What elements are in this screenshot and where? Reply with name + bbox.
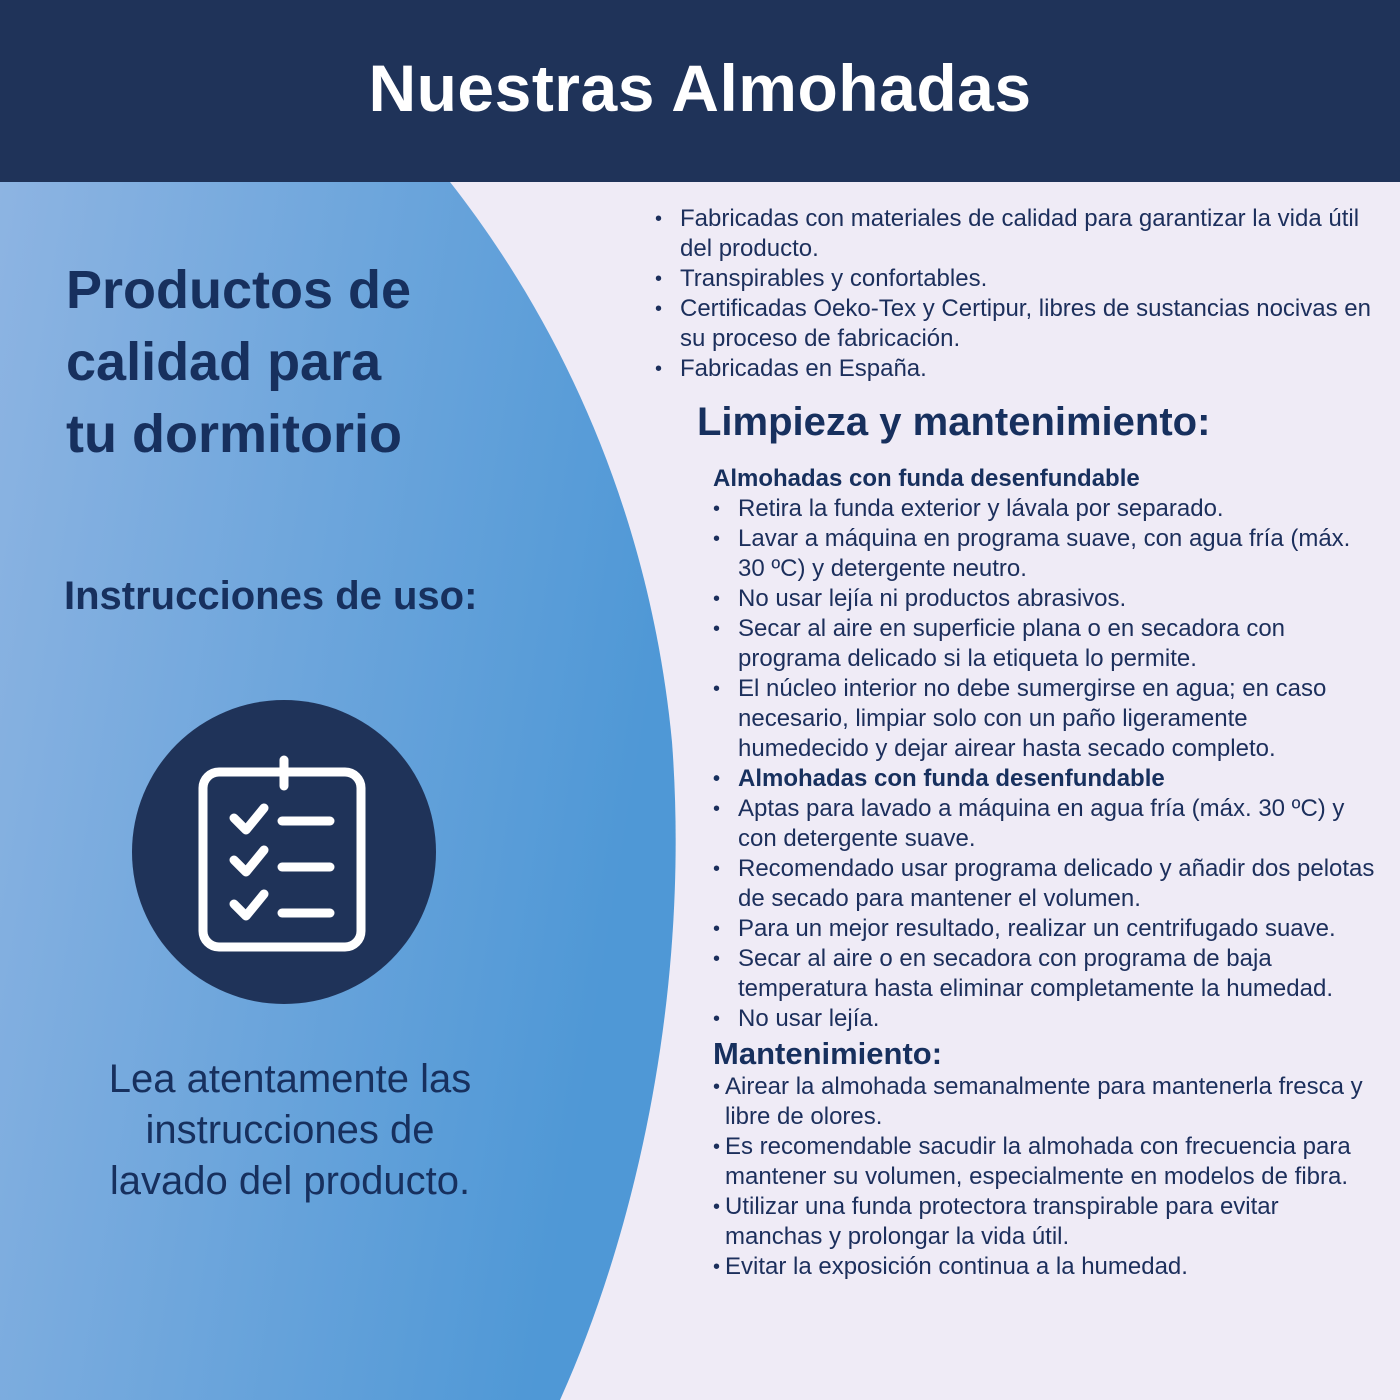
care-list (713, 494, 1375, 1034)
list-item: • Retira la funda exterior y lávala por separado. (713, 494, 1375, 524)
list-item: • Aptas para lavado a máquina en agua fría (máx. 30 ºC) y con detergente suave. (713, 794, 1375, 854)
maintenance-heading: Mantenimiento: (713, 1036, 943, 1071)
list-item: • No usar lejía ni productos abrasivos. (713, 584, 1375, 614)
list-item: • Airear la almohada semanalmente para mantenerla fresca y libre de olores. (713, 1072, 1375, 1132)
usage-instructions-heading: Instrucciones de uso: (64, 574, 478, 618)
list-item: • Transpirables y confortables. (655, 264, 1375, 294)
left-headline-line: calidad para (66, 332, 382, 392)
header-bar (0, 0, 1400, 182)
care-section (713, 464, 1375, 1282)
list-item: • Fabricadas con materiales de calidad para garantizar la vida útil del producto. (655, 204, 1375, 264)
left-headline-line: Productos de (66, 260, 412, 320)
group-heading: • Almohadas con funda desenfundable (713, 764, 1375, 794)
list-item: • Certificadas Oeko-Tex y Certipur, libres de sustancias nocivas en su proceso de fabricación. (655, 294, 1375, 354)
group-heading: Almohadas con funda desenfundable (713, 465, 1140, 492)
left-headline-line: tu dormitorio (66, 404, 402, 464)
list-item: • Secar al aire o en secadora con programa de baja temperatura hasta eliminar completamente la humedad. (713, 944, 1375, 1004)
list-item: • No usar lejía. (713, 1004, 1375, 1034)
clipboard-checklist-icon (132, 700, 436, 1004)
list-item: • Utilizar una funda protectora transpirable para evitar manchas y prolongar la vida útil. (713, 1192, 1375, 1252)
list-item: • Es recomendable sacudir la almohada con frecuencia para mantener su volumen, especialmente en modelos de fibra. (713, 1132, 1375, 1192)
list-item: • El núcleo interior no debe sumergirse en agua; en caso necesario, limpiar solo con un paño ligeramente humedecido y dejar airear hasta secado completo. (713, 674, 1375, 764)
list-item: • Evitar la exposición continua a la humedad. (713, 1252, 1375, 1282)
right-column (655, 204, 1375, 1282)
left-headline (66, 254, 506, 470)
care-heading: Limpieza y mantenimiento: (697, 400, 1211, 444)
read-instructions-note (60, 1054, 520, 1207)
list-item: • Secar al aire en superficie plana o en secadora con programa delicado si la etiqueta lo permite. (713, 614, 1375, 674)
list-item: • Lavar a máquina en programa suave, con agua fría (máx. 30 ºC) y detergente neutro. (713, 524, 1375, 584)
note-line: instrucciones de (145, 1108, 435, 1152)
note-line: Lea atentamente las (108, 1057, 472, 1101)
note-line: lavado del producto. (109, 1159, 471, 1203)
maintenance-list (713, 1072, 1375, 1282)
list-item: • Fabricadas en España. (655, 354, 1375, 384)
list-item: • Para un mejor resultado, realizar un centrifugado suave. (713, 914, 1375, 944)
features-list (655, 204, 1375, 384)
list-item: • Recomendado usar programa delicado y añadir dos pelotas de secado para mantener el volumen. (713, 854, 1375, 914)
page-title: Nuestras Almohadas (368, 51, 1032, 125)
